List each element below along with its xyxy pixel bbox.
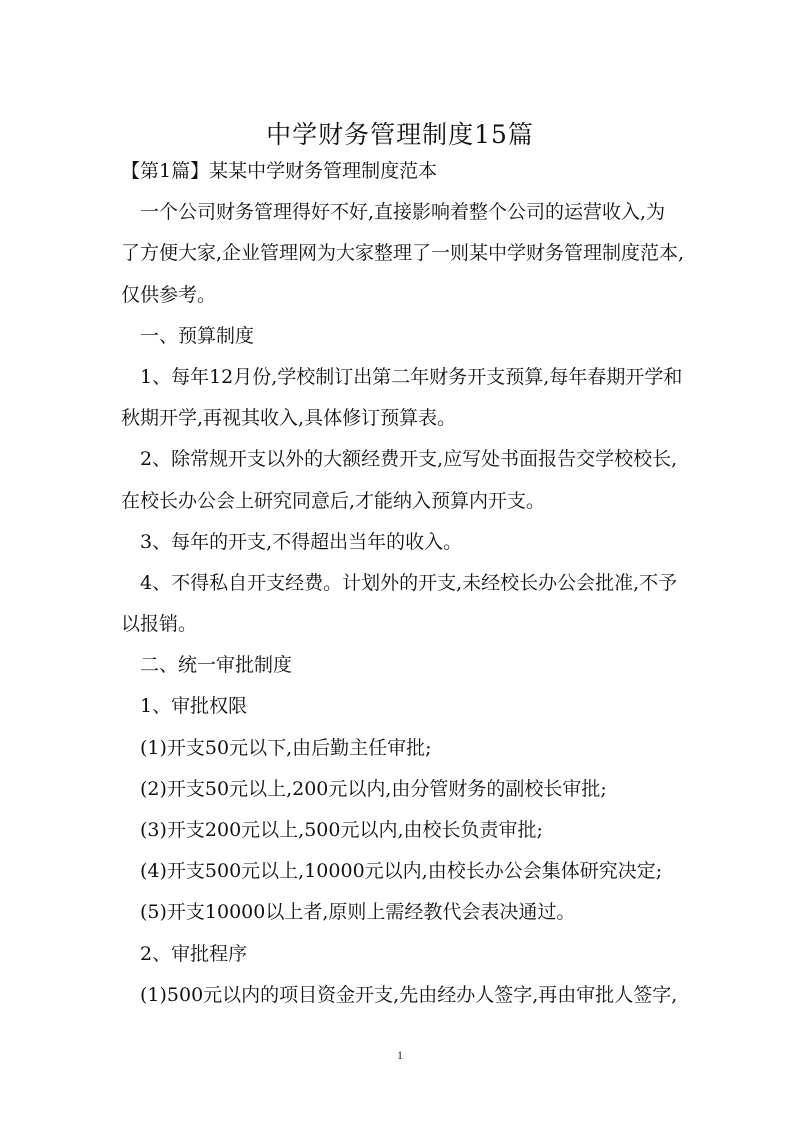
paragraph-line: 仅供参考。 — [121, 283, 217, 306]
list-item: (1)开支50元以下,由后勤主任审批; — [140, 736, 432, 759]
document-body — [121, 151, 689, 1016]
paragraph-line: 4、不得私自开支经费。计划外的开支,未经校长办公会批准,不予 — [140, 571, 678, 594]
subsection-heading: 2、审批程序 — [140, 942, 248, 965]
paragraph-line: 以报销。 — [121, 613, 198, 636]
page-number: 1 — [397, 1048, 403, 1062]
document-title: 中学财务管理制度15篇 — [266, 119, 534, 149]
paragraph-line: 3、每年的开支,不得超出当年的收入。 — [140, 530, 463, 553]
paragraph-line: 2、除常规开支以外的大额经费开支,应写处书面报告交学校校长, — [140, 448, 678, 471]
article-heading: 【第1篇】某某中学财务管理制度范本 — [121, 160, 438, 182]
list-item: (4)开支500元以上,10000元以内,由校长办公会集体研究决定; — [140, 860, 663, 883]
list-item: (2)开支50元以上,200元以内,由分管财务的副校长审批; — [140, 777, 607, 800]
list-item: (5)开支10000以上者,原则上需经教代会表决通过。 — [140, 901, 576, 924]
paragraph-line: 秋期开学,再视其收入,具体修订预算表。 — [121, 407, 457, 430]
subsection-heading: 1、审批权限 — [140, 695, 248, 718]
list-item: (3)开支200元以上,500元以内,由校长负责审批; — [140, 819, 543, 841]
paragraph-line: 了方便大家,企业管理网为大家整理了一则某中学财务管理制度范本, — [121, 242, 685, 265]
paragraph-line: 一个公司财务管理得好不好,直接影响着整个公司的运营收入,为 — [140, 201, 666, 224]
paragraph-line: 在校长办公会上研究同意后,才能纳入预算内开支。 — [121, 489, 546, 512]
paragraph-line: 1、每年12月份,学校制订出第二年财务开支预算,每年春期开学和 — [140, 365, 683, 388]
section-heading: 二、统一审批制度 — [140, 654, 293, 677]
list-item: (1)500元以内的项目资金开支,先由经办人签字,再由审批人签字, — [140, 983, 678, 1006]
section-heading: 一、预算制度 — [140, 324, 255, 347]
